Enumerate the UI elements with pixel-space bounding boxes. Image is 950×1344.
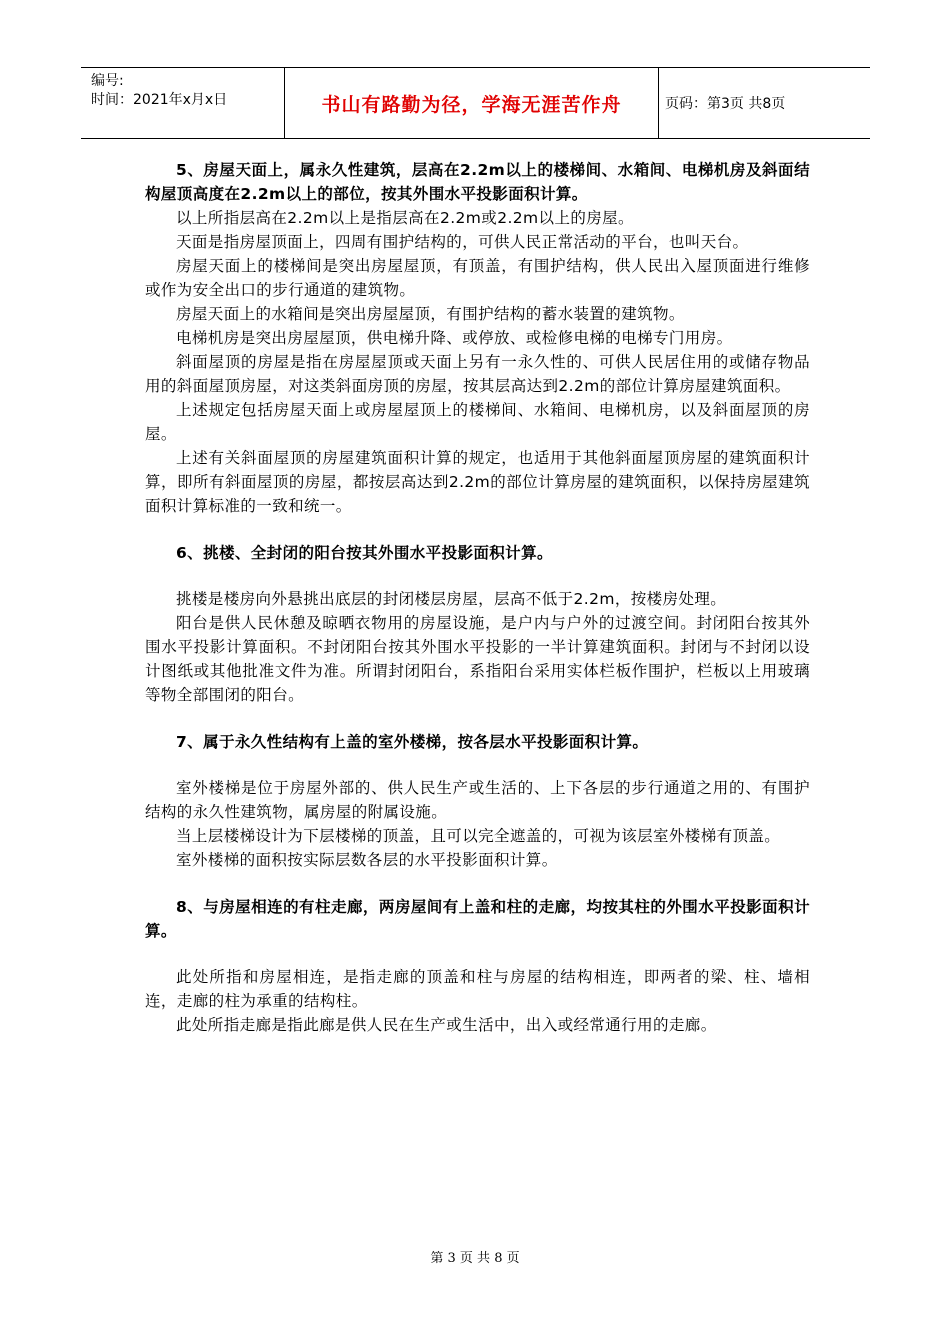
paragraph: 此处所指和房屋相连，是指走廊的顶盖和柱与房屋的结构相连，即两者的梁、柱、墙相连，走廊的柱为承重的结构柱。 — [145, 968, 810, 1010]
document-body — [145, 158, 810, 1037]
paragraph: 当上层楼梯设计为下层楼梯的顶盖，且可以完全遮盖的，可视为该层室外楼梯有顶盖。 — [176, 827, 781, 845]
section-heading: 5、房屋天面上，属永久性建筑，层高在2.2m以上的楼梯间、水箱间、电梯机房及斜面结构屋顶高度在2.2m以上的部位，按其外围水平投影面积计算。 — [145, 161, 810, 203]
paragraph: 室外楼梯是位于房屋外部的、供人民生产或生活的、上下各层的步行通道之用的、有围护结构的永久性建筑物，属房屋的附属设施。 — [145, 779, 810, 821]
paragraph: 室外楼梯的面积按实际层数各层的水平投影面积计算。 — [176, 851, 558, 869]
paragraph: 房屋天面上的楼梯间是突出房屋屋顶，有顶盖，有围护结构，供人民出入屋顶面进行维修或作为安全出口的步行通道的建筑物。 — [145, 257, 810, 299]
page-header — [81, 67, 870, 139]
paragraph: 阳台是供人民休憩及晾晒衣物用的房屋设施，是户内与户外的过渡空间。封闭阳台按其外围水平投影计算面积。不封闭阳台按其外围水平投影的一半计算建筑面积。封闭与不封闭以设计图纸或其他批准文件为准。所谓封闭阳台，系指阳台采用实体栏板作围护，栏板以上用玻璃等物全部围闭的阳台。 — [145, 614, 810, 704]
header-meta — [81, 68, 284, 138]
paragraph: 此处所指走廊是指此廊是供人民在生产或生活中，出入或经常通行用的走廊。 — [176, 1016, 717, 1034]
section-heading: 6、挑楼、全封闭的阳台按其外围水平投影面积计算。 — [176, 544, 553, 562]
paragraph: 电梯机房是突出房屋屋顶，供电梯升降、或停放、或检修电梯的电梯专门用房。 — [176, 329, 733, 347]
paragraph: 以上所指层高在2.2m以上是指层高在2.2m或2.2m以上的房屋。 — [176, 209, 634, 227]
paragraph: 挑楼是楼房向外悬挑出底层的封闭楼层房屋，层高不低于2.2m，按楼房处理。 — [176, 590, 727, 608]
section-heading: 8、与房屋相连的有柱走廊，两房屋间有上盖和柱的走廊，均按其柱的外围水平投影面积计算。 — [145, 898, 810, 940]
page-footer: 第 3 页 共 8 页 — [430, 1251, 520, 1266]
number-label: 编号: — [91, 73, 124, 89]
paragraph: 房屋天面上的水箱间是突出房屋屋顶，有围护结构的蓄水装置的建筑物。 — [176, 305, 685, 323]
paragraph: 上述有关斜面屋顶的房屋建筑面积计算的规定，也适用于其他斜面屋顶房屋的建筑面积计算，即所有斜面屋顶的房屋，都按层高达到2.2m的部位计算房屋的建筑面积，以保持房屋建筑面积计算标准的一致和统一。 — [145, 449, 810, 515]
time-label: 时间：2021年x月x日 — [91, 92, 228, 108]
header-motto: 书山有路勤为径，学海无涯苦作舟 — [284, 68, 659, 138]
header-page-label: 页码：第3页 共8页 — [665, 96, 786, 112]
section-heading: 7、属于永久性结构有上盖的室外楼梯，按各层水平投影面积计算。 — [176, 733, 649, 751]
paragraph: 斜面屋顶的房屋是指在房屋屋顶或天面上另有一永久性的、可供人民居住用的或储存物品用的斜面屋顶房屋，对这类斜面房顶的房屋，按其层高达到2.2m的部位计算房屋建筑面积。 — [145, 353, 810, 395]
paragraph: 上述规定包括房屋天面上或房屋屋顶上的楼梯间、水箱间、电梯机房，以及斜面屋顶的房屋。 — [145, 401, 810, 443]
paragraph: 天面是指房屋顶面上，四周有围护结构的，可供人民正常活动的平台，也叫天台。 — [176, 233, 749, 251]
